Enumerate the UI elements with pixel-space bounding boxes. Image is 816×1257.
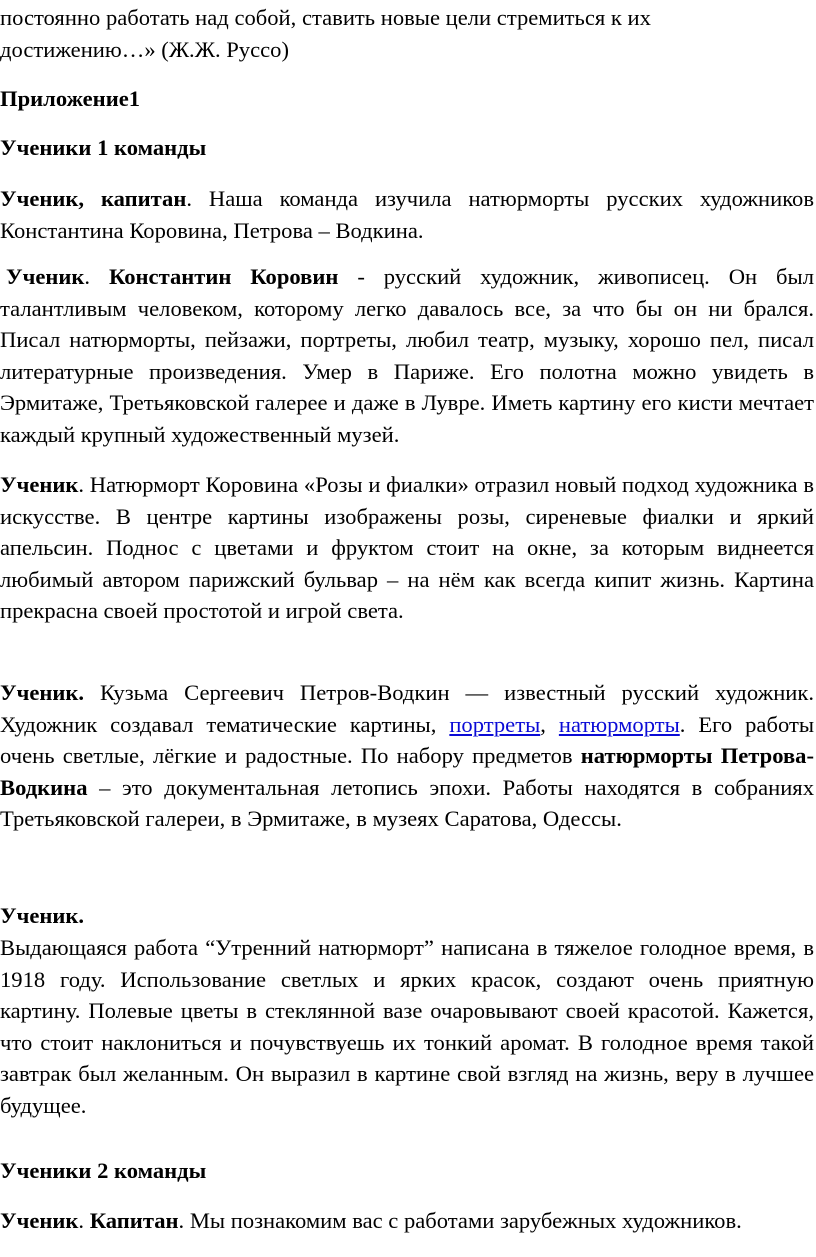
paragraph-text: – это документальная летопись эпохи. Работы находятся в собраниях Третьяковской галереи, в Эрмитаже, в музеях Саратова, Одессы. — [0, 774, 814, 831]
paragraph-text: Кузьма Сергеевич Петров-Водкин — известный русский художник. Художник создавал тематические картины, — [0, 680, 814, 737]
paragraph-text: . Наша команда изучила натюрморты русских художников Константина Коровина, Петрова – Водкина. — [0, 186, 814, 243]
intro-quote-text-2: достижению…» (Ж.Ж. Руссо) — [0, 37, 289, 62]
speaker-label: Ученик — [0, 1208, 79, 1233]
highlighted-phrase: натюрморты Петрова-Водкина — [0, 743, 814, 800]
paragraph-text: Выдающаяся работа “Утренний натюрморт” написана в тяжелое голодное время, в 1918 году. Использование светлых и ярких красок, создают очень приятную картину. Полевые цветы в стеклянной вазе очаровывают своей красотой. Кажется, что стоит наклониться и почувствуешь их тонкий аромат. В голодное время такой завтрак был желанным. Он выразил в картине свой взгляд на жизнь, веру в лучшее будущее. — [0, 935, 814, 1118]
team2-heading — [0, 1155, 814, 1187]
speaker-label: Ученик. — [0, 680, 85, 705]
team1-heading-text: Ученики 1 команды — [0, 135, 207, 160]
speaker-label: Ученик — [0, 472, 79, 497]
artist-name: Константин Коровин — [108, 264, 339, 289]
paragraph-petrov-vodkin: Ученик. Кузьма Сергеевич Петров-Водкин — известный русский художник. Художник создавал тематические картины, портреты, натюрморты. Его работы очень светлые, лёгкие и радостные. По набору предметов натюрморты Петрова-Водкина – это документальная летопись эпохи. Работы находятся в собраниях Третьяковской галереи, в Эрмитаже, в музеях Саратова, Одессы. — [0, 680, 814, 831]
paragraph-text: . Его работы очень светлые, лёгкие и радостные. По набору предметов — [0, 711, 814, 768]
appendix-title — [0, 83, 814, 115]
team2-heading-text: Ученики 2 команды — [0, 1158, 207, 1183]
still-lifes-link[interactable]: натюрморты — [558, 711, 680, 737]
speaker-label: Ученик, капитан — [0, 186, 187, 211]
paragraph-roses-violets — [0, 469, 814, 627]
team1-heading — [0, 132, 814, 164]
paragraph-captain-intro — [0, 183, 814, 246]
speaker-heading-morning-still-life — [0, 900, 814, 932]
portraits-link[interactable]: портреты — [449, 711, 541, 737]
paragraph-text: . Мы познакомим вас с работами зарубежных художников. — [178, 1208, 742, 1233]
speaker-label: Ученик — [6, 264, 85, 289]
captain-label: Капитан — [89, 1208, 179, 1233]
intro-quote-line-2 — [0, 34, 814, 66]
paragraph-text: - русский художник, живописец. Он был талантливым человеком, которому легко давалось все, за что бы он ни брался. Писал натюрморты, пейзажи, портреты, любил театр, музыку, хорошо пел, писал литературные произведения. Умер в Париже. Его полотна можно увидеть в Эрмитаже, Третьяковской галерее и даже в Лувре. Иметь картину его кисти мечтает каждый крупный художественный музей. — [0, 264, 814, 447]
paragraph-korovin-bio: Ученик. Константин Коровин - русский художник, живописец. Он был талантливым человеком, которому легко давалось все, за что бы он ни брался. Писал натюрморты, пейзажи, портреты, любил театр, музыку, хорошо пел, писал литературные произведения. Умер в Париже. Его полотна можно увидеть в Эрмитаже, Третьяковской галерее и даже в Лувре. Иметь картину его кисти мечтает каждый крупный художественный музей. — [0, 264, 814, 447]
appendix-title-text: Приложение1 — [0, 86, 141, 111]
paragraph-morning-still-life — [0, 932, 814, 1121]
intro-quote-text-1: постоянно работать над собой, ставить новые цели стремиться к их — [0, 5, 651, 30]
speaker-label: Ученик. — [0, 903, 85, 928]
paragraph-text: . Натюрморт Коровина «Розы и фиалки» отразил новый подход художника в искусстве. В центре картины изображены розы, сиреневые фиалки и яркий апельсин. Поднос с цветами и фруктом стоит на окне, за которым виднеется любимый автором парижский бульвар – на нём как всегда кипит жизнь. Картина прекрасна своей простотой и игрой света. — [0, 472, 814, 623]
paragraph-team2-captain: Ученик. Капитан. Мы познакомим вас с работами зарубежных художников. — [0, 1208, 742, 1233]
intro-quote-line-1 — [0, 2, 814, 34]
